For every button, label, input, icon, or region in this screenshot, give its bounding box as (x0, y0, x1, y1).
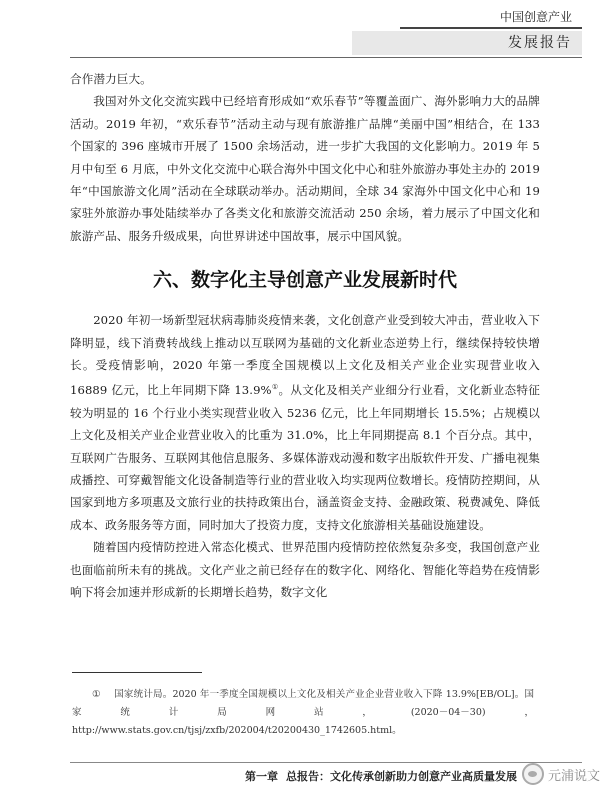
footnote (72, 686, 534, 740)
header-underline (70, 57, 582, 58)
footnote-mark: ① (92, 689, 101, 700)
wechat-icon (522, 763, 544, 785)
running-header-series: 中国创意产业 (499, 10, 572, 24)
running-header-section: 发展报告 (352, 31, 582, 55)
running-footer (245, 768, 517, 784)
footnote-reference[interactable]: ① (271, 383, 279, 392)
paragraph: 我国对外文化交流实践中已经培育形成如“欢乐春节”等覆盖面广、海外影响力大的品牌活动。2019 年初，“欢乐春节”活动主动与现有旅游推广品牌“美丽中国”相结合，在 133 个国家的 396 座城市开展了 1500 余场活动，进一步扩大我国的文化影响力。2019 年 5 月中旬至 6 月底，中外文化交流中心联合海外中国文化中心和驻外旅游办事处主办的 2019 年“中国旅游文化周”活动在全球联动举办。活动期间，全球 34 家海外中国文化中心和 19 家驻外旅游办事处陆续举办了各类文化和旅游交流活动 250 余场，着力展示了中国文化和旅游产品、服务升级成果，向世界讲述中国故事，展示中国风貌。 (70, 94, 540, 243)
page-body (70, 68, 540, 603)
watermark-text: 元浦说文 (547, 768, 600, 784)
section-heading: 六、数字化主导创意产业发展新时代 (152, 269, 457, 292)
footnote-text: 国家统计局。2020 年一季度全国规模以上文化及相关产业企业营业收入下降 13.9%[EB/OL]。国家统计局网站，(2020－04－30)，http://www.stats.gov.cn/tjsj/zxfb/202004/t20200430_1742605.html。 (72, 689, 534, 736)
footnote-rule (72, 672, 202, 673)
footer-rule (70, 762, 582, 763)
header-rule (400, 27, 582, 29)
paragraph (70, 309, 540, 536)
paragraph: 随着国内疫情防控进入常态化模式、世界范围内疫情防控依然复杂多变，我国创意产业也面临前所未有的挑战。文化产业之前已经存在的数字化、网络化、智能化等趋势在疫情影响下将会加速并形成新的长期增长趋势，数字文化 (70, 540, 540, 599)
footer-chapter: 第一章 (245, 770, 278, 783)
paragraph-text: 2020 年初一场新型冠状病毒肺炎疫情来袭，文化创意产业受到较大冲击，营业收入下降明显，线下消费转战线上推动以互联网为基础的文化新业态逆势上行，继续保持较快增长。受疫情影响，2020 年第一季度全国规模以上文化及相关产业企业实现营业收入 16889 亿元，比上年同期下降 13.9% (70, 313, 540, 398)
footer-title: 总报告：文化传承创新助力创意产业高质量发展 (286, 770, 517, 783)
watermark (522, 763, 600, 785)
paragraph-continued: 合作潜力巨大。 (70, 72, 152, 86)
paragraph-text: 。从文化及相关产业细分行业看，文化新业态特征较为明显的 16 个行业小类实现营业收入 5236 亿元，比上年同期增长 15.5%；占规模以上文化及相关产业企业营业收入的比重为 31.0%，比上年同期提高 8.1 个百分点。其中，互联网广告服务、互联网其他信息服务、多媒体游戏动漫和数字出版软件开发、广播电视集成播控、可穿戴智能文化设备制造等行业的营业收入均实现两位数增长。疫情防控期间，从国家到地方多项惠及文旅行业的扶持政策出台，涵盖资金支持、金融政策、税费减免、降低成本、政务服务等方面，同时加大了投资力度，支持文化旅游相关基础设施建设。 (70, 383, 540, 532)
